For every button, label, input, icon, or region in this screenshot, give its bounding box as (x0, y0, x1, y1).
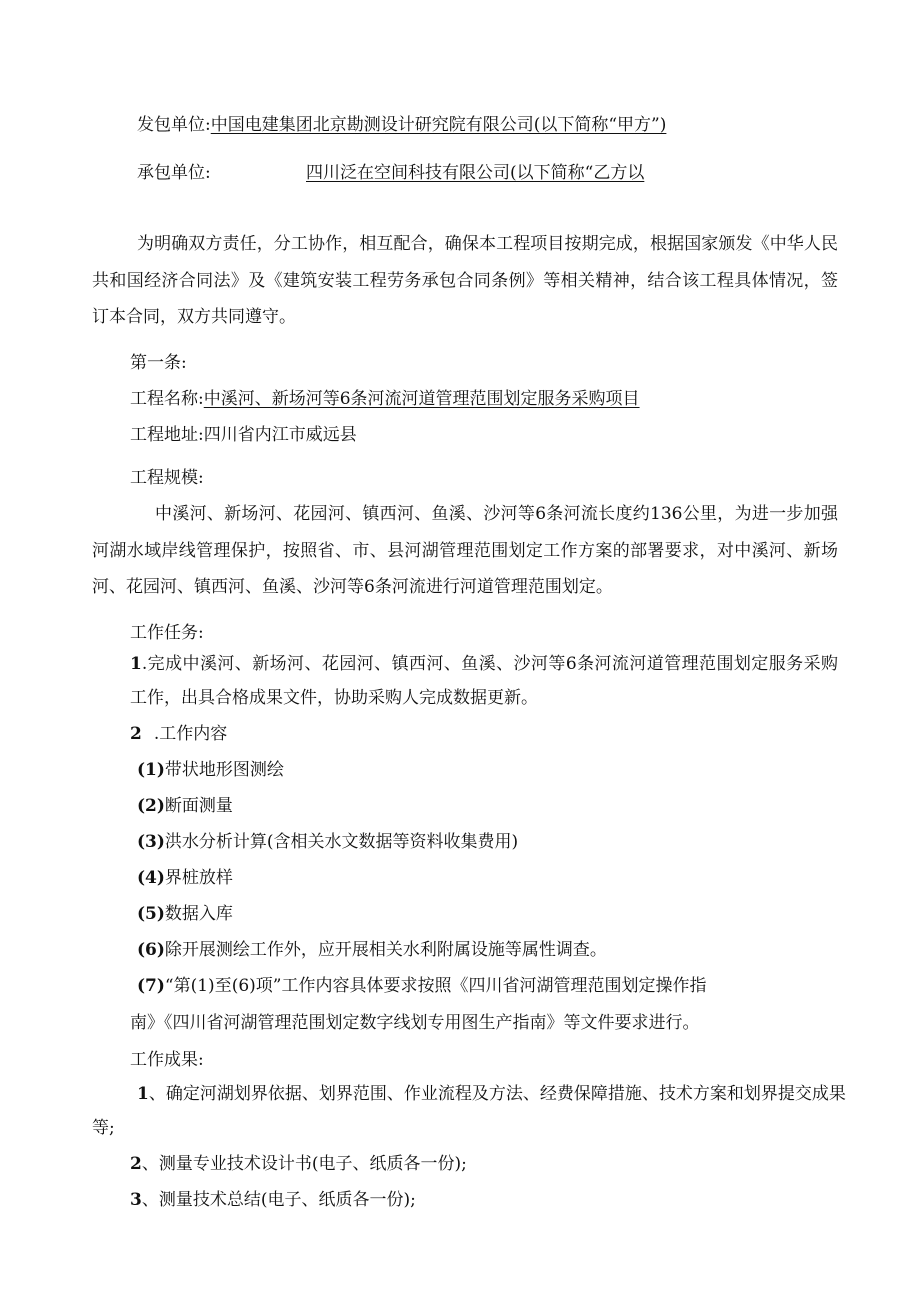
sub-item-text: 除开展测绘工作外，应开展相关水利附属设施等属性调查。 (164, 940, 607, 960)
sub-item (137, 867, 233, 889)
party-a-value: 中国电建集团北京勘测设计研究院有限公司(以下简称“甲方”) (210, 115, 667, 135)
party-a-label: 发包单位: (137, 115, 211, 135)
task-1-line-2: 工作，出具合格成果文件，协助采购人完成数据更新。 (130, 688, 538, 708)
intro-line-2: 共和国经济合同法》及《建筑安装工程劳务承包合同条例》等相关精神，结合该工程具体情况，签 (92, 271, 838, 291)
intro-line-3: 订本合同，双方共同遵守。 (92, 307, 296, 327)
party-b-value: 四川泛在空间科技有限公司(以下简称“乙方以 (306, 163, 645, 183)
project-address-label: 工程地址: (130, 425, 204, 445)
sub-item (137, 903, 233, 925)
sub-item-number: (2) (137, 796, 165, 816)
party-b-label: 承包单位: (137, 163, 211, 183)
sub-item-number: (6) (137, 940, 165, 960)
article1-heading: 第一条: (130, 353, 187, 373)
result-item-1-line-2: 等; (92, 1118, 115, 1138)
project-name-label: 工程名称: (130, 389, 204, 409)
result-item-text: 、测量技术总结(电子、纸质各一份); (141, 1190, 416, 1210)
project-name-line (130, 388, 640, 410)
sub-item-number: (5) (137, 904, 165, 924)
sub-item-text: 断面测量 (164, 796, 233, 816)
sub-item-7-text: “第(1)至(6)项”工作内容具体要求按照《四川省河湖管理范围划定操作指 (164, 976, 707, 996)
sub-item (137, 759, 284, 781)
sub-item (137, 831, 518, 853)
sub-item (137, 795, 233, 817)
project-address-value: 四川省内江市威远县 (203, 425, 357, 445)
sub-item-7-line-1 (137, 975, 706, 997)
sub-item-text: 数据入库 (164, 904, 233, 924)
scale-line-2: 河湖水域岸线管理保护，按照省、市、县河湖管理范围划定工作方案的部署要求，对中溪河、新场 (92, 541, 838, 561)
task-1-text: .完成中溪河、新场河、花园河、镇西河、鱼溪、沙河等6条河流河道管理范围划定服务采购 (141, 654, 838, 674)
scale-line-1: 中溪河、新场河、花园河、镇西河、鱼溪、沙河等6条河流长度约136公里，为进一步加强 (155, 504, 838, 524)
project-scale-heading: 工程规模: (130, 468, 204, 488)
result-item-text: 、确定河湖划界依据、划界范围、作业流程及方法、经费保障措施、技术方案和划界提交成果 (148, 1084, 846, 1104)
sub-item-7-line-2: 南》《四川省河湖管理范围划定数字线划专用图生产指南》等文件要求进行。 (130, 1013, 700, 1033)
result-item-text: 、测量专业技术设计书(电子、纸质各一份); (141, 1154, 467, 1174)
project-address-line (130, 424, 357, 446)
result-item-number: 2 (130, 1154, 142, 1174)
sub-item-text: 界桩放样 (164, 868, 233, 888)
task-1-line-1 (130, 653, 838, 675)
project-name-value: 中溪河、新场河等6条河流河道管理范围划定服务采购项目 (203, 389, 640, 409)
sub-item-text: 洪水分析计算(含相关水文数据等资料收集费用) (164, 832, 519, 852)
results-heading: 工作成果: (130, 1050, 204, 1070)
sub-item-number: (3) (137, 832, 165, 852)
sub-item-text: 带状地形图测绘 (164, 760, 284, 780)
intro-line-1: 为明确双方责任，分工协作，相互配合，确保本工程项目按期完成，根据国家颁发《中华人民 (137, 234, 838, 254)
result-item-1-line-1 (137, 1083, 846, 1105)
task-2-number: 2 (130, 724, 142, 744)
sub-item-7-number: (7) (137, 976, 165, 996)
task-2-text: .工作内容 (153, 724, 228, 744)
party-a-line (137, 114, 666, 136)
tasks-heading: 工作任务: (130, 623, 204, 643)
sub-item (137, 939, 607, 961)
scale-line-3: 河、花园河、镇西河、鱼溪、沙河等6条河流进行河道管理范围划定。 (92, 577, 613, 597)
result-item-number: 1 (137, 1084, 149, 1104)
party-b-line (137, 162, 211, 184)
result-item-2 (130, 1153, 467, 1175)
sub-item-number: (4) (137, 868, 165, 888)
task-1-number: 1 (130, 654, 142, 674)
sub-item-number: (1) (137, 760, 165, 780)
result-item-number: 3 (130, 1190, 142, 1210)
task-2-line (130, 723, 227, 745)
result-item-3 (130, 1189, 416, 1211)
